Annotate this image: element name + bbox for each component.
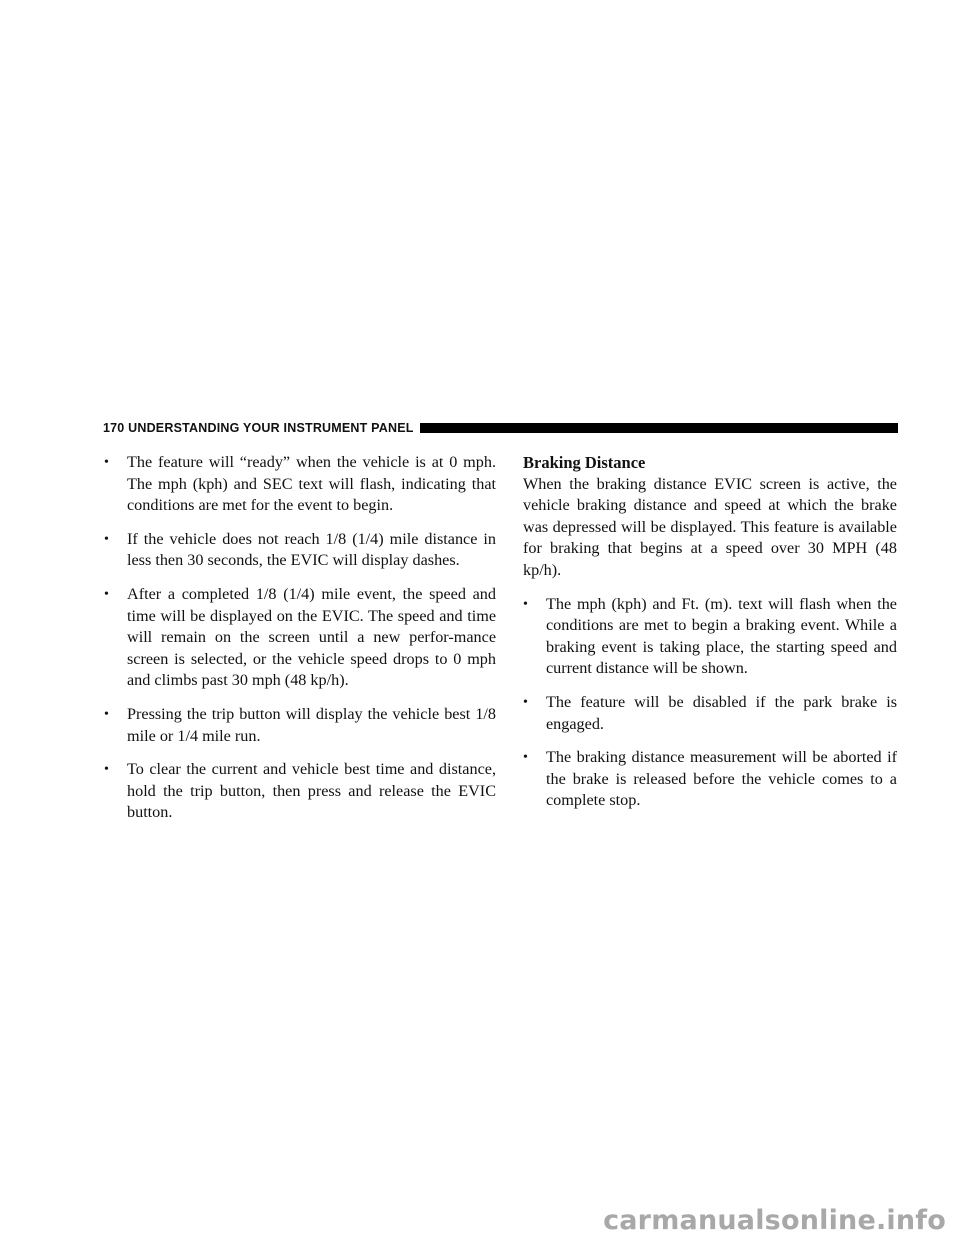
list-item: • The feature will “ready” when the vehicle is at 0 mph. The mph (kph) and SEC text will flash, indicating that conditions are met for the event to begin.: [104, 453, 496, 515]
page-number-title: 170 UNDERSTANDING YOUR INSTRUMENT PANEL: [103, 421, 414, 435]
list-item: • The braking distance measurement will be aborted if the brake is released before the vehicle comes to a complete stop.: [523, 748, 897, 810]
left-bullet-list: [104, 452, 496, 824]
bullet-icon: •: [104, 762, 109, 778]
left-column: [104, 452, 496, 836]
list-item: • To clear the current and vehicle best time and distance, hold the trip button, then press and release the EVIC button.: [104, 760, 496, 822]
section-heading: Braking Distance: [523, 453, 646, 472]
list-item: • The mph (kph) and Ft. (m). text will flash when the conditions are met to begin a braking event. While a braking event is taking place, the starting speed and current distance will be shown.: [523, 594, 897, 678]
list-item: • After a completed 1/8 (1/4) mile event, the speed and time will be displayed on the EVIC. The speed and time will remain on the screen until a new perfor-mance screen is selected, or the vehicle speed drops to 0 mph and climbs past 30 mph (48 kp/h).: [104, 584, 496, 690]
bullet-icon: •: [104, 455, 109, 470]
bullet-icon: •: [523, 596, 528, 612]
list-item: • If the vehicle does not reach 1/8 (1/4) mile distance in less then 30 seconds, the EVIC will display dashes.: [104, 529, 496, 570]
right-column: [523, 452, 897, 824]
bullet-icon: •: [104, 706, 109, 722]
intro-paragraph: When the braking distance EVIC screen is active, the vehicle braking distance and speed at which the brake was depressed will be displayed. This feature is available for braking that begins at a speed over 30 MPH (48 kp/h).: [523, 474, 897, 579]
watermark: carmanualsonline.info: [603, 1205, 946, 1236]
list-item: • Pressing the trip button will display the vehicle best 1/8 mile or 1/4 mile run.: [104, 704, 496, 745]
list-item: • The feature will be disabled if the park brake is engaged.: [523, 692, 897, 733]
bullet-icon: •: [104, 531, 109, 547]
bullet-icon: •: [104, 586, 109, 602]
page-header: [103, 421, 898, 435]
bullet-icon: •: [523, 750, 528, 766]
bullet-icon: •: [523, 694, 528, 710]
right-bullet-list: [523, 594, 897, 812]
header-rule: [420, 423, 898, 433]
